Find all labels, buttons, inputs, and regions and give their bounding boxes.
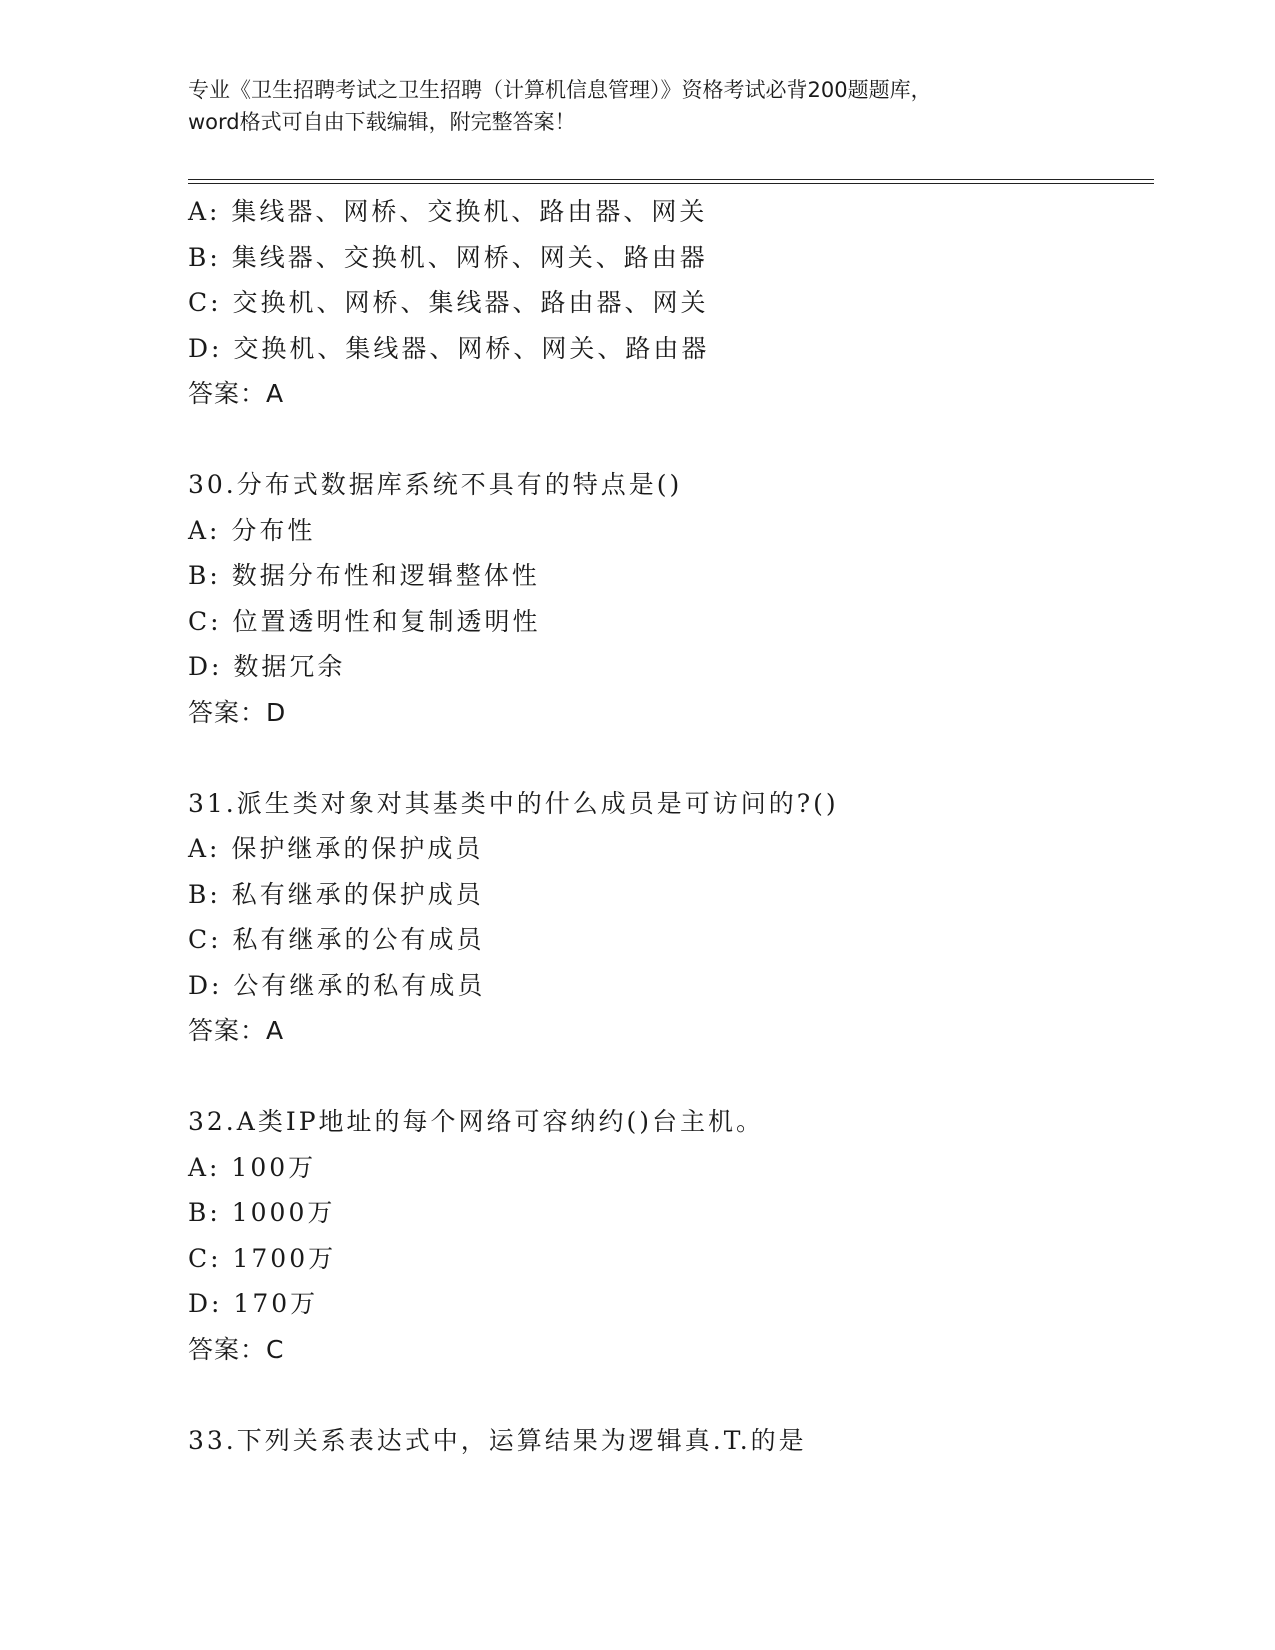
option-d: D: 公有继承的私有成员 — [188, 970, 486, 1000]
document-header — [188, 74, 1088, 138]
header-line-1: 专业《卫生招聘考试之卫生招聘（计算机信息管理）》资格考试必背200题题库， — [188, 78, 932, 102]
question-block-32 — [188, 1099, 1168, 1372]
option-b: B: 私有继承的保护成员 — [188, 879, 484, 909]
option-a: A: 集线器、网桥、交换机、路由器、网关 — [188, 197, 708, 226]
option-c: C: 1700万 — [188, 1243, 337, 1273]
answer: 答案：A — [188, 1016, 285, 1045]
option-d: D: 170万 — [188, 1289, 319, 1318]
question-text: 32.A类IP地址的每个网络可容纳约()台主机。 — [188, 1107, 765, 1136]
option-c: C: 位置透明性和复制透明性 — [188, 606, 541, 636]
question-text: 31.派生类对象对其基类中的什么成员是可访问的?() — [188, 788, 839, 818]
question-block-33 — [188, 1418, 1168, 1464]
option-c: C: 交换机、网桥、集线器、路由器、网关 — [188, 288, 709, 317]
option-c: C: 私有继承的公有成员 — [188, 925, 485, 954]
question-block-30 — [188, 462, 1168, 735]
option-a: A: 100万 — [188, 1152, 317, 1182]
spacer — [188, 1054, 1168, 1100]
header-rule-bottom — [188, 183, 1154, 184]
option-b: B: 1000万 — [188, 1198, 336, 1227]
option-d: D: 数据冗余 — [188, 652, 346, 681]
answer: 答案：C — [188, 1334, 285, 1364]
answer: 答案：D — [188, 697, 287, 727]
option-a: A: 分布性 — [188, 515, 316, 545]
question-text: 30.分布式数据库系统不具有的特点是() — [188, 470, 683, 499]
spacer — [188, 417, 1168, 463]
answer: 答案：A — [188, 379, 285, 408]
spacer — [188, 735, 1168, 781]
option-a: A: 保护继承的保护成员 — [188, 834, 484, 863]
question-block-29 — [188, 189, 1168, 417]
header-rule-top — [188, 179, 1154, 180]
question-block-31 — [188, 781, 1168, 1054]
spacer — [188, 1372, 1168, 1418]
option-b: B: 集线器、交换机、网桥、网关、路由器 — [188, 242, 708, 272]
header-line-2: word格式可自由下载编辑，附完整答案！ — [188, 110, 576, 134]
question-text: 33.下列关系表达式中，运算结果为逻辑真.T.的是 — [188, 1425, 807, 1455]
option-b: B: 数据分布性和逻辑整体性 — [188, 561, 540, 590]
option-d: D: 交换机、集线器、网桥、网关、路由器 — [188, 333, 710, 363]
question-list — [188, 189, 1168, 1463]
